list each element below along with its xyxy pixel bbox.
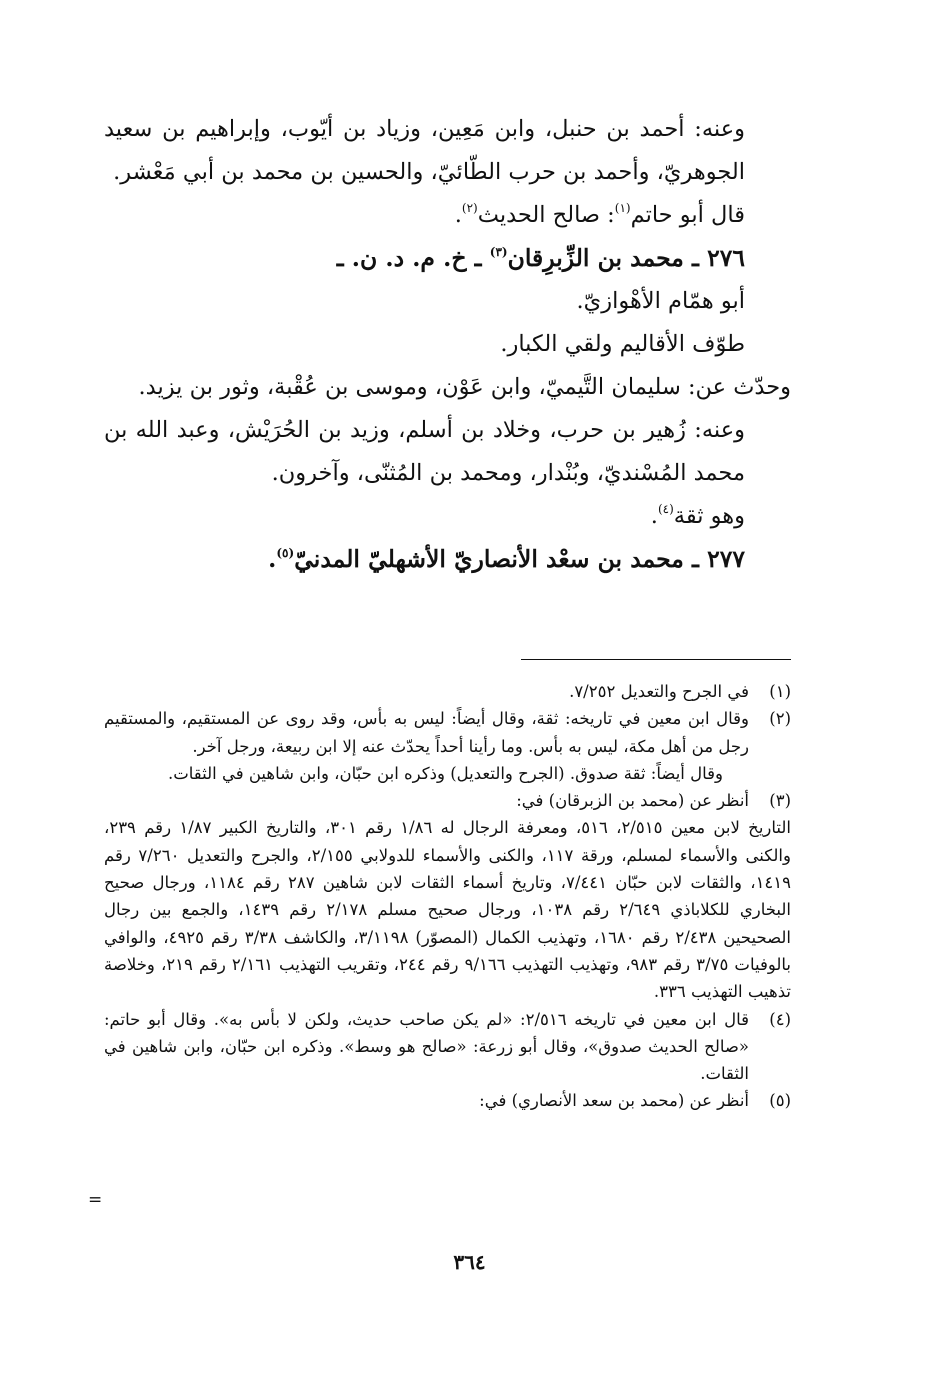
entry-heading-277: ٢٧٧ ـ محمد بن سعْد الأنصاريّ الأشهليّ المدنيّ$^{(٥)}$. (268, 545, 745, 573)
paragraph-narrators-from: وعنه: أحمد بن حنبل، وابن مَعِين، وزياد بن أيّوب، وإبراهيم بن سعيد الجوهريّ، وأحمد بن حرب الطّائيّ، والحسين بن محمد بن أبي مَعْشر. (104, 116, 745, 185)
entry-heading-276: ٢٧٦ ـ محمد بن الزِّبرِقان$^{(٣)}$ ـ خ. م. د. ن. ـ (336, 244, 745, 272)
footnote-5: (٥) أنظر عن (محمد بن سعد الأنصاري) في: (479, 1091, 791, 1111)
paragraph-travels: طوّف الأقاليم ولقي الكبار. (500, 331, 745, 357)
footnote-divider (521, 659, 791, 660)
paragraph-thiqa: وهو ثقة$^{(٤)}$. (650, 502, 745, 529)
footnote-4: (٤) قال ابن معين في تاريخه ٢/٥١٦: «لم يكن صاحب حديث، ولكن لا بأس به». وقال أبو حاتم: «صالح الحديث صدوق»، وقال أبو زرعة: «صالح هو وسط». وذكره ابن حبّان، وابن شاهين في الثقات. (104, 1009, 791, 1084)
page-number: ٣٦٤ (453, 1250, 486, 1274)
footnote-ref-4[interactable]: (٤) (657, 502, 674, 516)
footnote-ref-5[interactable]: (٥) (276, 546, 295, 560)
footnotes (104, 678, 791, 1115)
footnote-3-sources: التاريخ لابن معين ٢/٥١٥، ٥١٦، ومعرفة الرجال له ١/٨٦ رقم ٣٠١، والتاريخ الكبير ١/٨٧ رقم ٢٣٩، والكنى والأسماء لمسلم، ورقة ١١٧، والكنى والأسماء للدولابي ٢/١٥٥، والجرح والتعديل ٧/٢٦٠ رقم ١٤١٩، والثقات لابن حبّان ٧/٤٤١، وتاريخ أسماء الثقات لابن شاهين ٢٨٧ رقم ١١٨٤، ورجال صحيح البخاري للكلاباذي ٢/٦٤٩ رقم ١٠٣٨، ورجال صحيح مسلم ٢/١٧٨ رقم ١٤٣٩، والجمع بين رجال الصحيحين ٢/٤٣٨ رقم ١٦٨٠، وتهذيب الكمال (المصوّر) ٣/١١٩٨، والكاشف ٣/٣٨ رقم ٤٩٢٥، والوافي بالوفيات ٣/٧٥ رقم ٩٨٣، وتهذيب التهذيب ٩/١٦٦ رقم ٢٤٤، وتقريب التهذيب ٢/١٦١ رقم ٢١٩، وخلاصة تذهيب التهذيب ٣٣٦. (104, 818, 792, 1002)
paragraph-abu-hatim: قال أبو حاتم$^{(١)}$: صالح الحديث$^{(٢)}$. (454, 201, 745, 228)
paragraph-narrators-from-2: وعنه: زُهير بن حرب، وخلاد بن أسلم، وزيد بن الحُرَيْش، وعبد الله بن محمد المُسْنديّ، وبُنْدار، ومحمد بن المُثنّى، وآخرون. (104, 417, 745, 486)
footnote-ref-1[interactable]: (١) (614, 201, 631, 215)
continuation-mark: = (88, 1190, 103, 1210)
main-text (104, 108, 791, 581)
footnote-3: (٣) أنظر عن (محمد بن الزبرقان) في: (516, 791, 791, 811)
footnote-2: (٢) وقال ابن معين في تاريخه: ثقة، وقال أيضاً: ليس به بأس، وقد روى عن المستقيم، والمستقيم رجل من أهل مكة، ليس به بأس. وما رأينا أحداً يحدّث عنه إلا ابن ربيعة، ورجل آخر. وقال أيضاً: ثقة صدوق. (الجرح والتعديل) وذكره ابن حبّان، وابن شاهين في الثقات. (104, 709, 791, 783)
paragraph-kunya: أبو همّام الأهْوازيّ. (576, 288, 745, 314)
footnote-ref-2[interactable]: (٢) (461, 201, 478, 215)
footnote-1: (١) في الجرح والتعديل ٧/٢٥٢. (569, 682, 791, 701)
footnote-ref-3[interactable]: (٣) (489, 245, 508, 259)
paragraph-narrated-from: وحدّث عن: سليمان التَّيميّ، وابن عَوْن، وموسى بن عُقْبة، وثور بن يزيد. (138, 374, 791, 400)
